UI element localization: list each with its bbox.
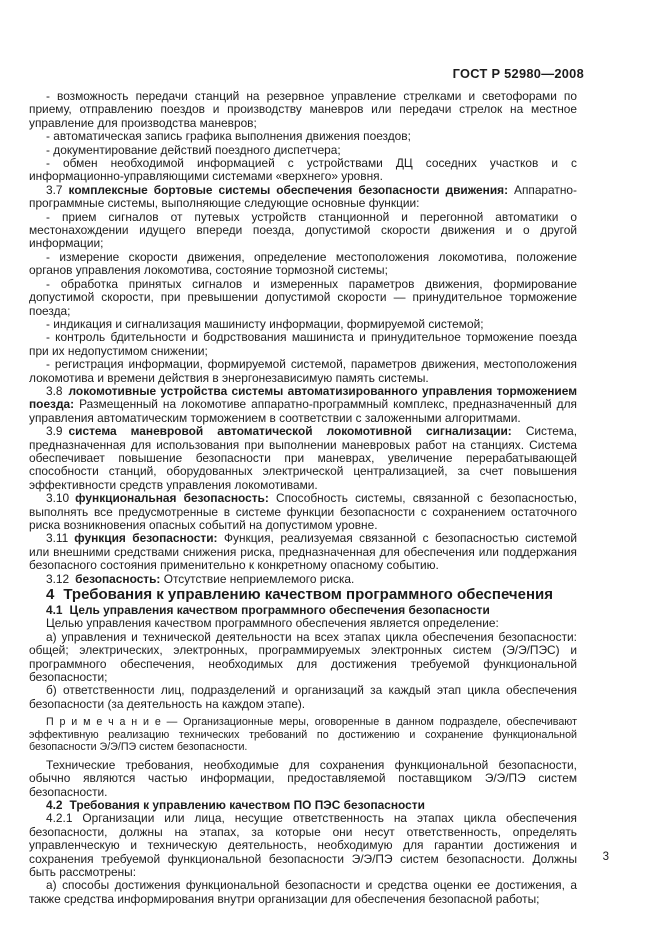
page-content bbox=[29, 90, 577, 906]
term-definition: Функция, реализуемая связанной с безопасностью системой или внешними средствами снижения риска, предназначенная для обеспечения или поддержания безопасного состояния применительно к конкретному опасному событию. bbox=[29, 531, 577, 573]
definition-3-10 bbox=[29, 492, 577, 532]
note bbox=[29, 716, 577, 754]
definition-3-11 bbox=[29, 532, 577, 572]
section-4-heading bbox=[29, 586, 577, 604]
subsection-4-2-heading bbox=[29, 799, 577, 812]
subsection-title: Цель управления качеством программного обеспечения безопасности bbox=[69, 603, 490, 618]
note-text: — Организационные меры, оговоренные в данном подразделе, обеспечивают эффективную реализацию технических требований по достижению и сохранение функциональной безопасности Э/Э/ПЭ систем безопасности. bbox=[29, 716, 577, 754]
list-item: - прием сигналов от путевых устройств станционной и перегонной автоматики о местонахождении идущего впереди поезда, допустимой скорости движения и о другой информации; bbox=[29, 209, 577, 251]
definition-3-7 bbox=[29, 184, 577, 211]
list-item: - обработка принятых сигналов и измеренных параметров движения, формирование допустимой скорости, при превышении допустимой скорости — принудительное торможение поезда; bbox=[29, 276, 577, 318]
definition-3-8 bbox=[29, 385, 577, 425]
term-label: функциональная безопасность: bbox=[75, 491, 269, 506]
list-item: - индикация и сигнализация машинисту информации, формируемой системой; bbox=[46, 316, 484, 331]
section-title: Требования к управлению качеством программного обеспечения bbox=[63, 586, 554, 604]
list-item: - документирование действий поездного диспетчера; bbox=[46, 142, 341, 157]
paragraph-tech-requirements: Технические требования, необходимые для сохранения функциональной безопасности, обычно являются частью информации, предоставляемой поставщиком Э/Э/ПЭ систем безопасности. bbox=[29, 757, 577, 799]
paragraph-4-1-intro: Целью управления качеством программного обеспечения является определение: bbox=[46, 616, 499, 631]
clause-number: 3.12 bbox=[46, 571, 70, 586]
term-definition: Способность системы, связанной с безопасностью, выполнять все предусмотренные в системе функции безопасности с сохранением остаточного риска возникновения опасных событий на допустимом уровне. bbox=[29, 491, 577, 532]
paragraph-4-2-1: 4.2.1 Организации или лица, несущие ответственность на этапах цикла обеспечения безопасности, должны на этапах, за которые они несут ответственность, определять управленческую и техническую деятельность, необходимую для гарантии достижения и сохранения требуемой функциональной безопасности Э/Э/ПЭ систем безопасности. Должны быть рассмотрены: bbox=[29, 811, 577, 880]
section-number: 4 bbox=[46, 586, 55, 604]
list-item: - автоматическая запись графика выполнения движения поездов; bbox=[46, 129, 411, 144]
list-item-b: б) ответственности лиц, подразделений и организаций за каждый этап цикла обеспечения безопасности (за деятельность на каждом этапе). bbox=[29, 683, 577, 711]
term-label: система маневровой автоматической локомотивной сигнализации: bbox=[68, 424, 512, 439]
term-label: локомотивные устройства системы автоматизированного управления торможением поезда: bbox=[29, 383, 577, 412]
page-number: 3 bbox=[602, 851, 609, 863]
list-item: - обмен необходимой информацией с устройствами ДЦ соседних участков и с информационно-управляющими системами «верхнего» уровня. bbox=[29, 156, 577, 184]
doc-header-code: ГОСТ Р 52980—2008 bbox=[452, 66, 584, 81]
subsection-4-1-heading bbox=[29, 604, 577, 617]
term-label: безопасность: bbox=[75, 571, 161, 586]
list-item: - измерение скорости движения, определение местоположения локомотива, положение органов управления локомотива, состояние тормозной системы; bbox=[29, 249, 577, 278]
list-item: - регистрация информации, формируемой системой, параметров движения, местоположения локомотива и времени действия в энергонезависимую память системы. bbox=[29, 357, 577, 385]
clause-number: 3.10 bbox=[46, 491, 70, 506]
list-item-a: а) управления и технической деятельности на всех этапах цикла обеспечения безопасности: общей; электрических, электронных, программируемых электронных систем (Э/Э/ПЭС) и программного обеспечения, необходимых для достижения требуемой функциональной безопасности; bbox=[29, 629, 577, 685]
subsection-number: 4.1 bbox=[46, 603, 63, 618]
definition-3-12 bbox=[29, 573, 577, 586]
clause-number: 3.9 bbox=[46, 424, 63, 439]
term-definition: Система, предназначенная для использования при выполнении маневровых работ на станциях. Система обеспечивает повышение безопасности при маневрах, увеличение перерабатывающей способности станций, оборудованных электрической централизацией, за счет повышения эффективности средств управления локомотивами. bbox=[29, 424, 578, 492]
list-item-a: а) способы достижения функциональной безопасности и средства оценки ее достижения, а также средства информирования внутри организации для обеспечения безопасной работы; bbox=[29, 878, 577, 906]
clause-number: 3.11 bbox=[46, 531, 69, 546]
term-definition: Отсутствие неприемлемого риска. bbox=[163, 571, 355, 586]
definition-3-9 bbox=[29, 425, 577, 492]
term-label: функция безопасности: bbox=[74, 531, 218, 546]
clause-number: 3.7 bbox=[46, 182, 63, 197]
term-definition: Размещенный на локомотиве аппаратно-программный комплекс, предназначенный для управления автоматическим торможением в соответствии с заложенными алгоритмами. bbox=[29, 397, 577, 425]
list-item: - возможность передачи станций на резервное управление стрелками и светофорами по приему, отправлению поездов и производству маневров или передачи стрелок на местное управление для производства маневров; bbox=[29, 89, 577, 130]
note-label: П р и м е ч а н и е bbox=[46, 716, 161, 729]
subsection-number: 4.2 bbox=[46, 798, 63, 812]
clause-number: 3.8 bbox=[46, 383, 63, 398]
list-item: - контроль бдительности и бодрствования машиниста и принудительное торможение поезда при их недопустимом снижении; bbox=[29, 330, 577, 358]
term-label: комплексные бортовые системы обеспечения безопасности движения: bbox=[68, 182, 509, 197]
subsection-title: Требования к управлению качеством ПО ПЭС безопасности bbox=[69, 798, 425, 812]
term-definition: Аппаратно-программные системы, выполняющие следующие основные функции: bbox=[29, 182, 577, 211]
